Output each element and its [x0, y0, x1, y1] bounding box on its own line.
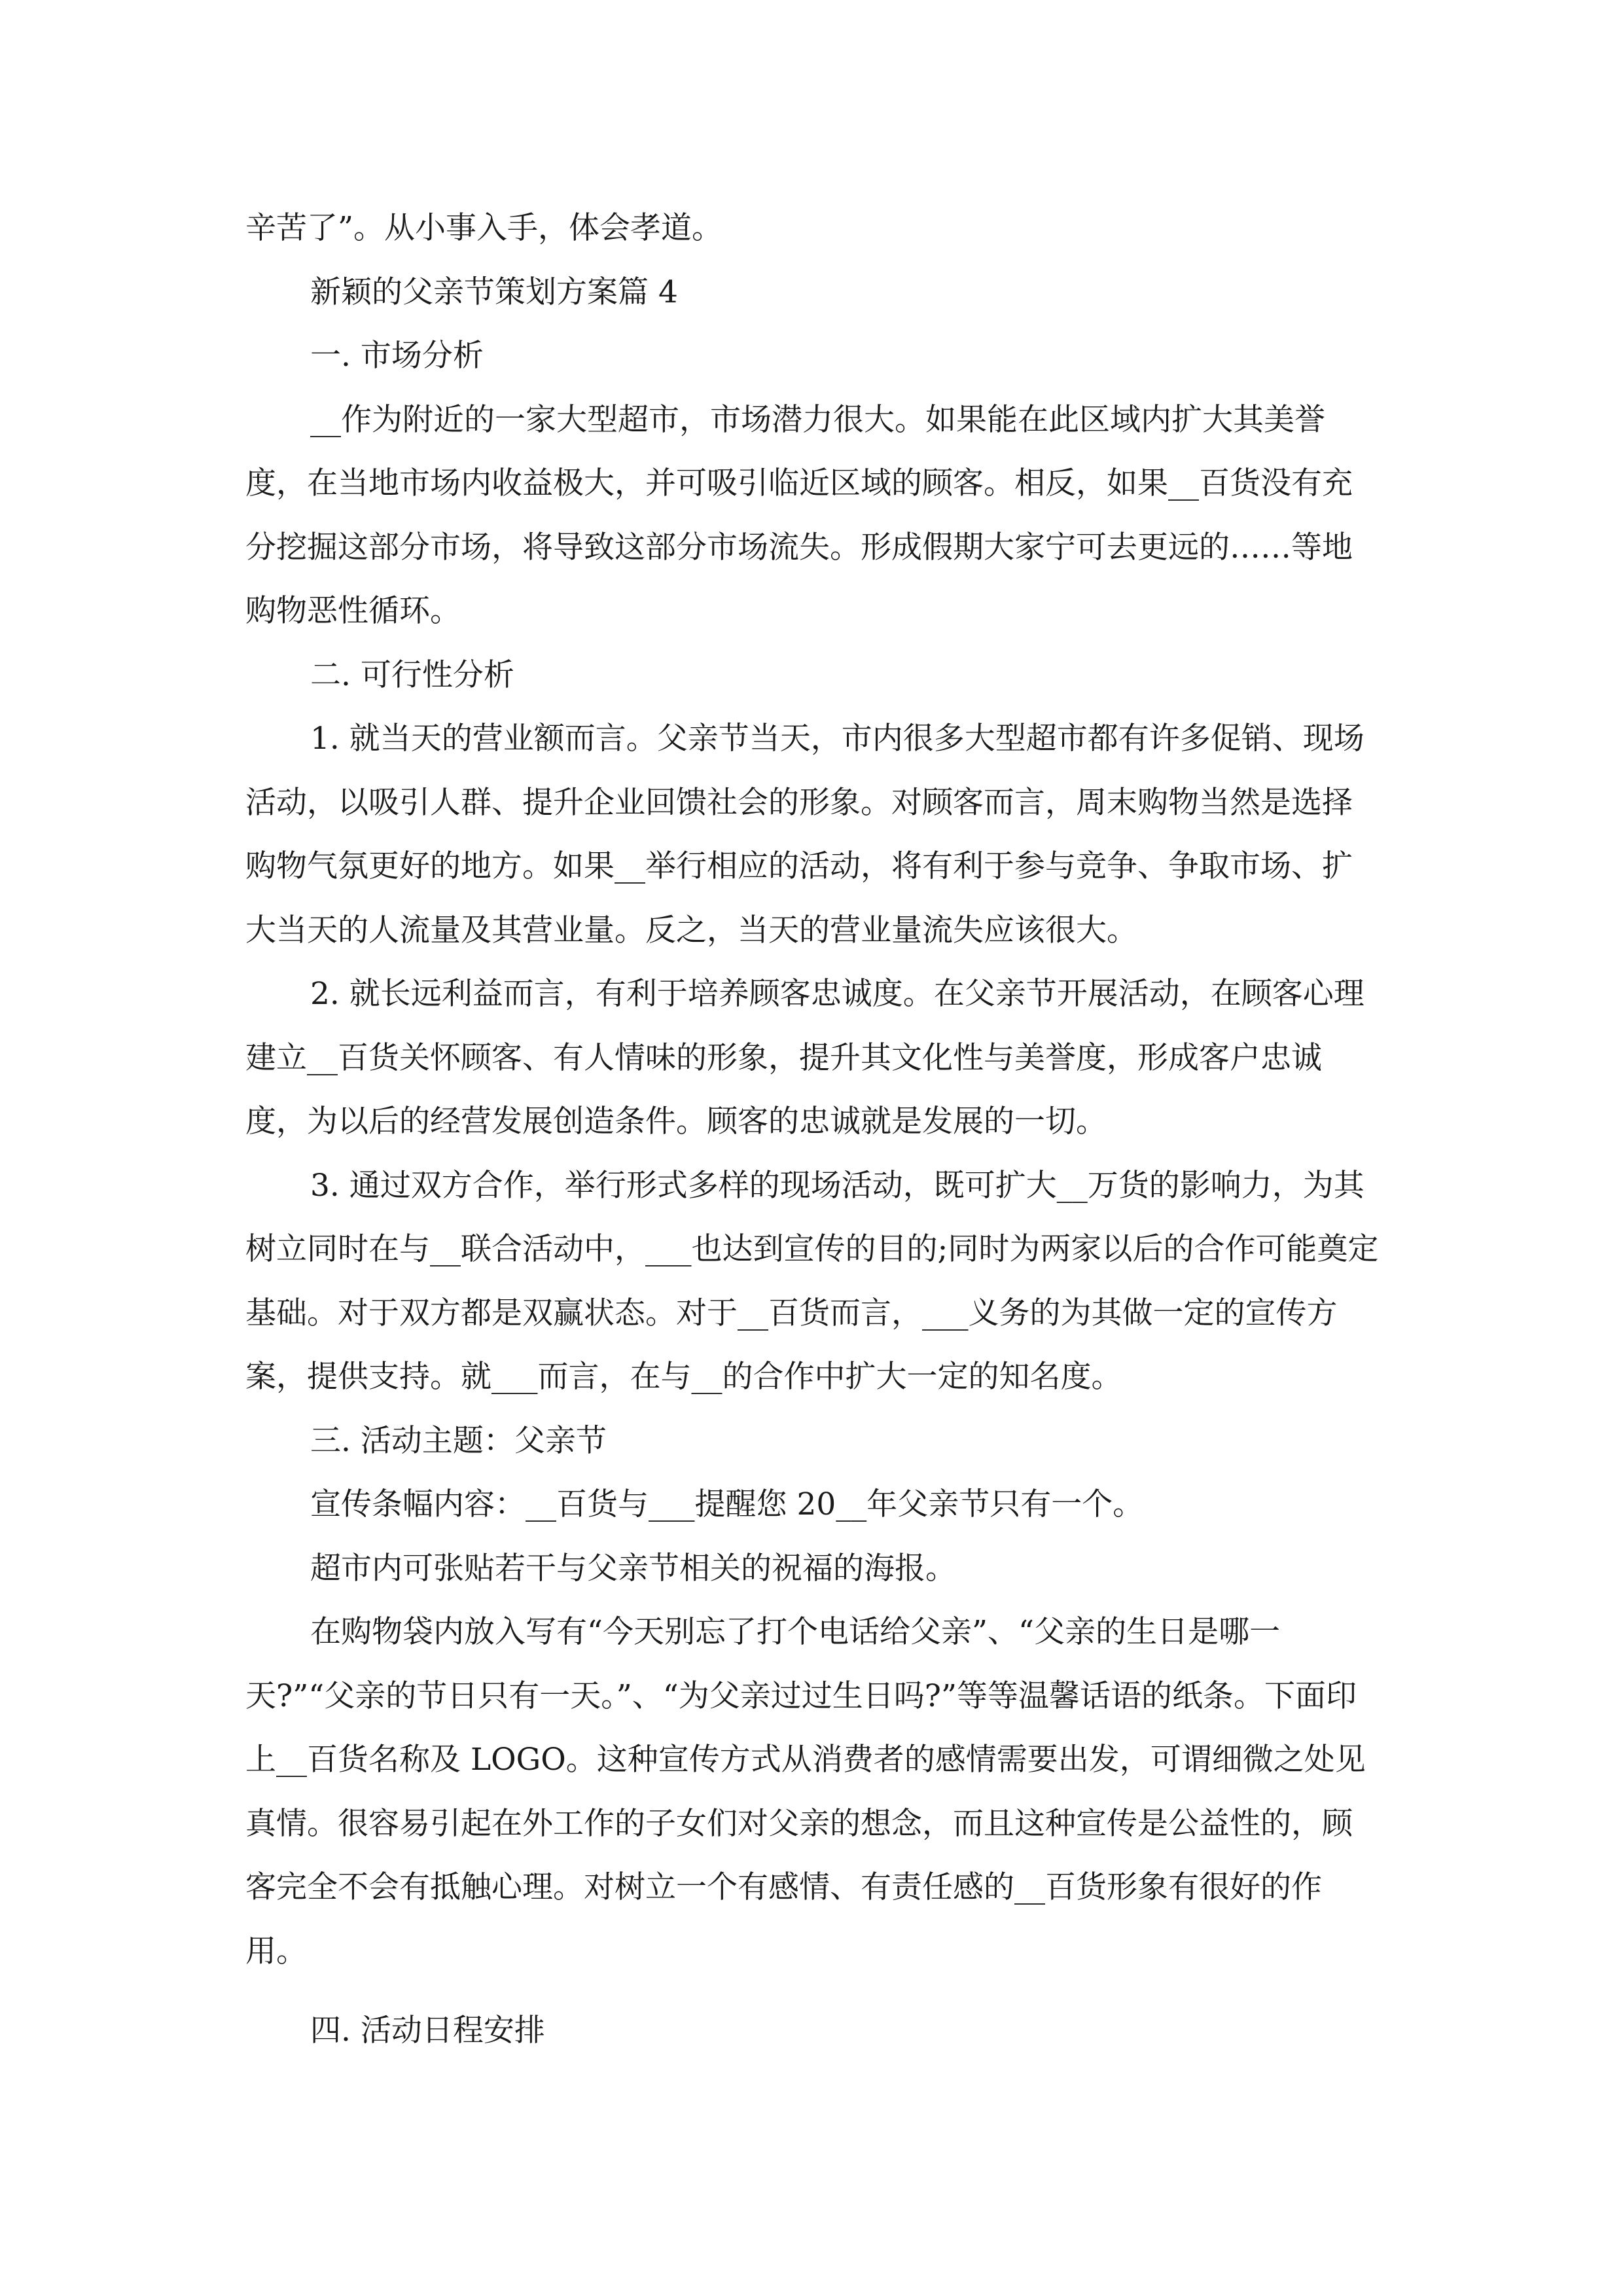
section-title: 新颖的父亲节策划方案篇 4: [310, 274, 678, 310]
heading-activity-schedule: 四. 活动日程安排: [310, 2013, 545, 2049]
spacer: [245, 1983, 1381, 1999]
paragraph-continuation: 辛苦了”。从小事入手，体会孝道。: [245, 210, 723, 246]
paragraph-feasibility-2: 2. 就长远利益而言，有利于培养顾客忠诚度。在父亲节开展活动，在顾客心理建立__百货关怀顾客、有人情味的形象，提升其文化性与美誉度，形成客户忠诚度，为以后的经营发展创造条件。顾客的忠诚就是发展的一切。: [245, 976, 1364, 1139]
heading-feasibility-analysis: 二. 可行性分析: [310, 656, 514, 693]
paragraph-feasibility-3: 3. 通过双方合作，举行形式多样的现场活动，既可扩大__万货的影响力，为其树立同时在与__联合活动中，___也达到宣传的目的;同时为两家以后的合作可能奠定基础。对于双方都是双赢状态。对于__百货而言，___义务的为其做一定的宣传方案，提供支持。就___而言，在与__的合作中扩大一定的知名度。: [245, 1167, 1379, 1395]
heading-market-analysis: 一. 市场分析: [310, 338, 484, 374]
document-body: [245, 196, 1381, 2063]
paragraph-posters: 超市内可张贴若干与父亲节相关的祝福的海报。: [310, 1550, 956, 1587]
paragraph-banner-content: 宣传条幅内容：__百货与___提醒您 20__年父亲节只有一个。: [310, 1486, 1144, 1522]
paragraph-market-analysis: __作为附近的一家大型超市，市场潜力很大。如果能在此区域内扩大其美誉度，在当地市场内收益极大，并可吸引临近区域的顾客。相反，如果__百货没有充分挖掘这部分市场，将导致这部分市场流失。形成假期大家宁可去更远的……等地购物恶性循环。: [245, 401, 1353, 629]
heading-activity-theme: 三. 活动主题：父亲节: [310, 1422, 607, 1459]
paragraph-shopping-bag-notes: 在购物袋内放入写有“今天别忘了打个电话给父亲”、“父亲的生日是哪一天?”“父亲的节日只有一天。”、“为父亲过过生日吗?”等等温馨话语的纸条。下面印上__百货名称及 LOGO。这种宣传方式从消费者的感情需要出发，可谓细微之处见真情。很容易引起在外工作的子女们对父亲的想念，而且这种宣传是公益性的，顾客完全不会有抵触心理。对树立一个有感情、有责任感的__百货形象有很好的作用。: [245, 1614, 1366, 1969]
paragraph-feasibility-1: 1. 就当天的营业额而言。父亲节当天，市内很多大型超市都有许多促销、现场活动，以吸引人群、提升企业回馈社会的形象。对顾客而言，周末购物当然是选择购物气氛更好的地方。如果__举行相应的活动，将有利于参与竞争、争取市场、扩大当天的人流量及其营业量。反之，当天的营业量流失应该很大。: [245, 721, 1364, 948]
